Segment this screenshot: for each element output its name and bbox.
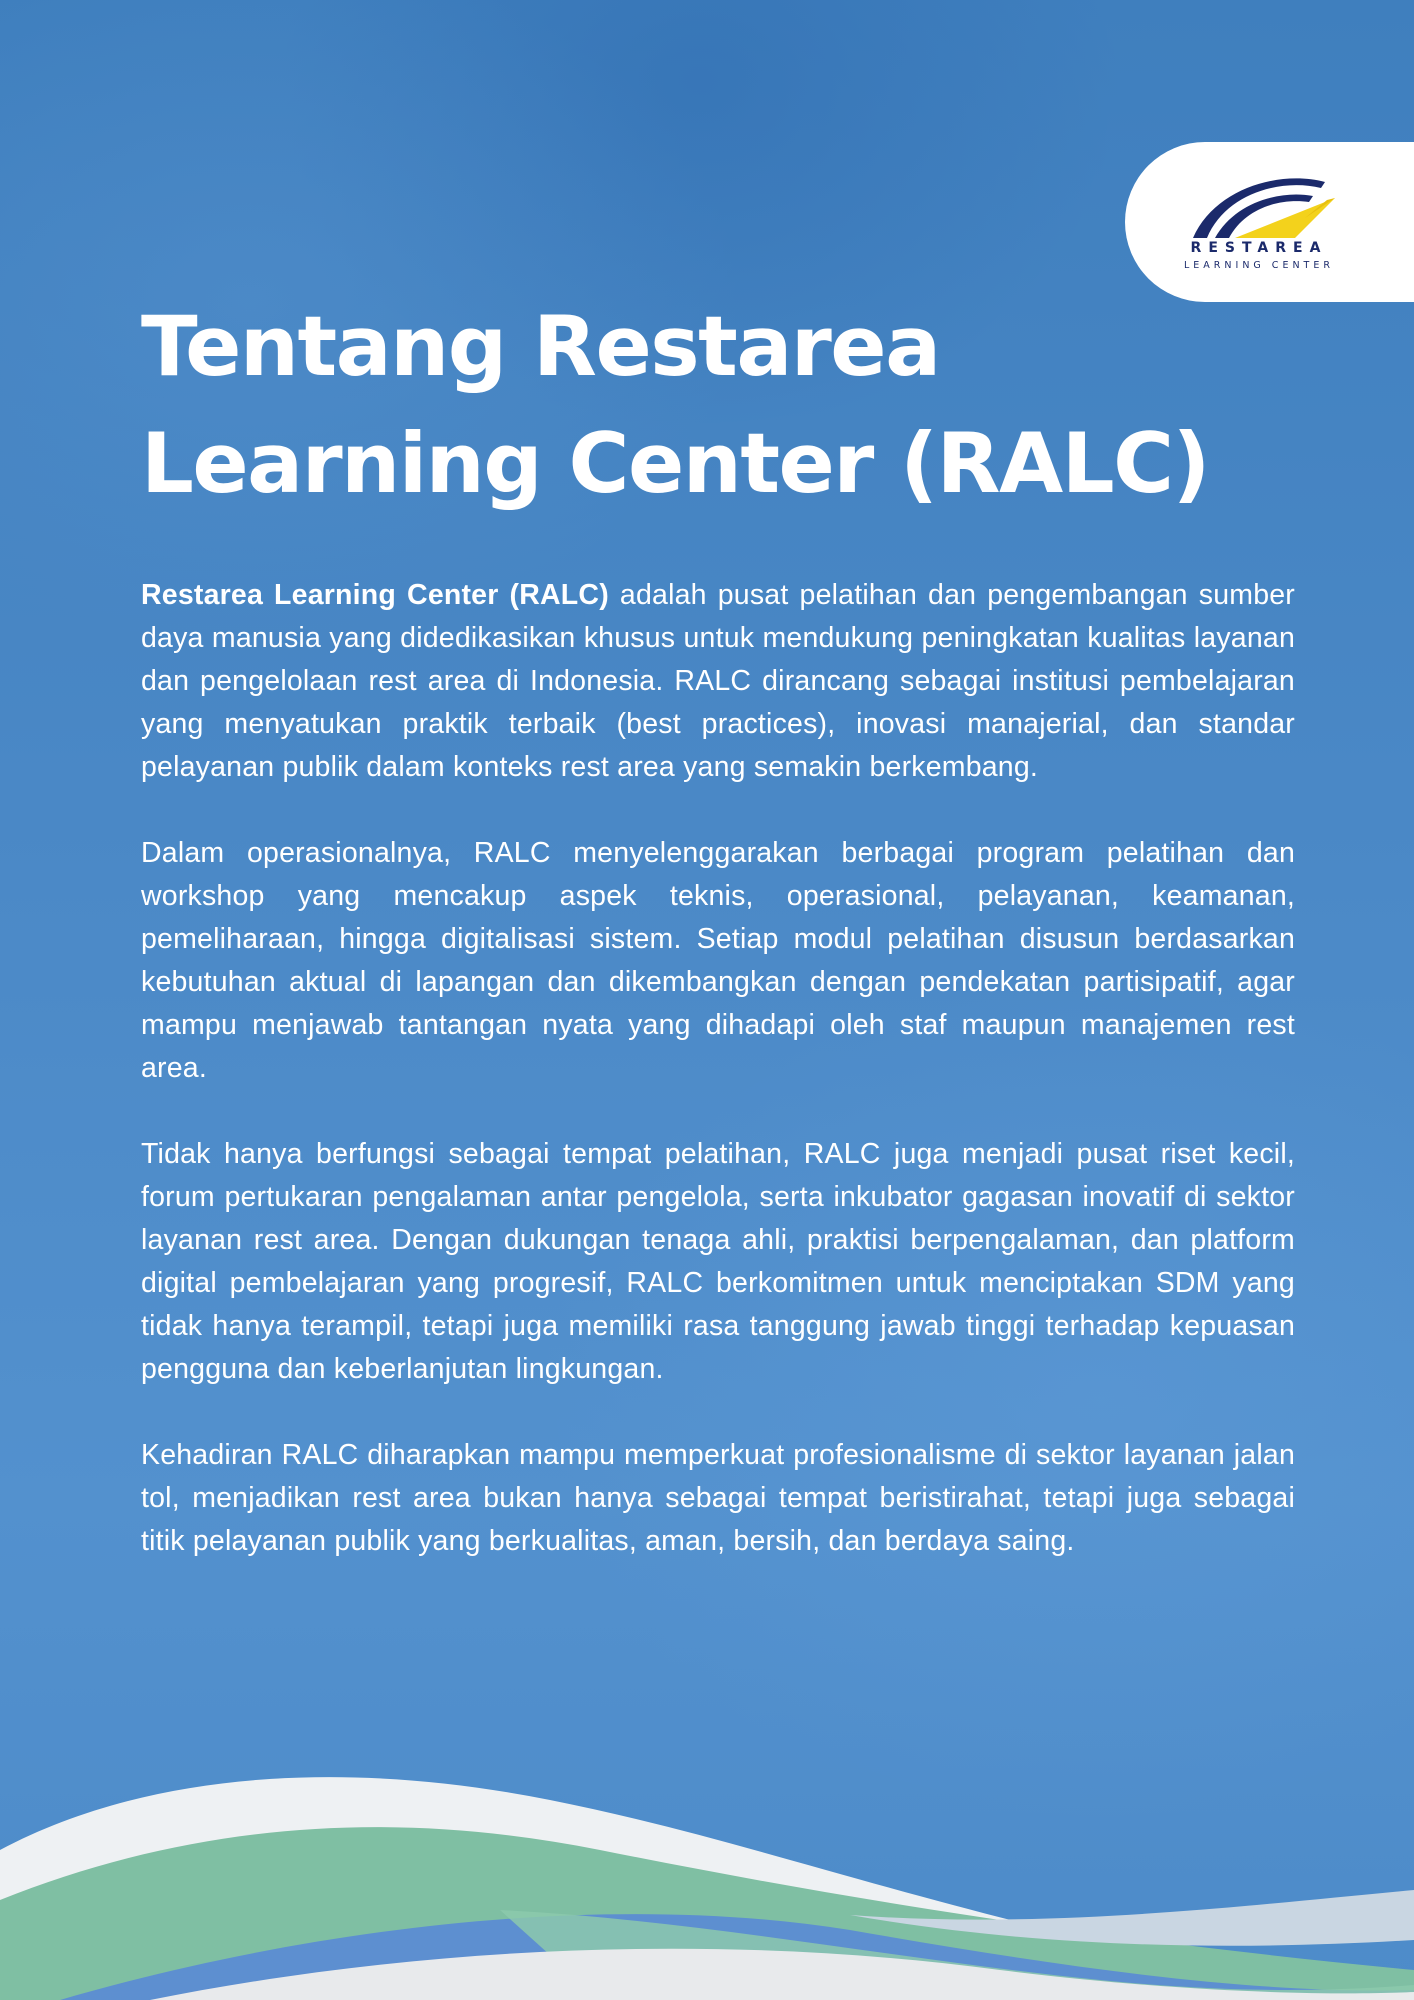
decorative-waves xyxy=(0,1700,1414,2000)
paragraph-3: Tidak hanya berfungsi sebagai tempat pelatihan, RALC juga menjadi pusat riset kecil, forum pertukaran pengalaman antar pengelola, serta inkubator gagasan inovatif di sektor layanan rest area. Dengan dukungan tenaga ahli, praktisi berpengalaman, dan platform digital pembelajaran yang progresif, RALC berkomitmen untuk menciptakan SDM yang tidak hanya terampil, tetapi juga memiliki rasa tanggung jawab tinggi terhadap kepuasan pengguna dan keberlanjutan lingkungan. xyxy=(141,1138,1295,1385)
page-title xyxy=(141,288,1291,522)
paragraph-4: Kehadiran RALC diharapkan mampu memperkuat profesionalisme di sektor layanan jalan tol, menjadikan rest area bukan hanya sebagai tempat beristirahat, tetapi juga sebagai titik pelayanan publik yang berkualitas, aman, bersih, dan berdaya saing. xyxy=(141,1439,1295,1557)
paragraph-1-bold: Restarea Learning Center (RALC) xyxy=(141,579,609,611)
paragraph-1-text: adalah pusat pelatihan dan pengembangan sumber daya manusia yang didedikasikan khusus untuk mendukung peningkatan kualitas layanan dan pengelolaan rest area di Indonesia. RALC dirancang sebagai institusi pembelajaran yang menyatukan praktik terbaik (best practices), inovasi manajerial, dan standar pelayanan publik dalam konteks rest area yang semakin berkembang. xyxy=(141,579,1295,783)
logo-badge xyxy=(1125,142,1414,302)
restarea-logo-icon xyxy=(1185,170,1335,242)
body-text xyxy=(141,574,1295,1606)
paragraph-2: Dalam operasionalnya, RALC menyelenggarakan berbagai program pelatihan dan workshop yang mencakup aspek teknis, operasional, pelayanan, keamanan, pemeliharaan, hingga digitalisasi sistem. Setiap modul pelatihan disusun berdasarkan kebutuhan aktual di lapangan dan dikembangkan dengan pendekatan partisipatif, agar mampu menjawab tantangan nyata yang dihadapi oleh staf maupun manajemen rest area. xyxy=(141,837,1295,1084)
title-line-2: Learning Center (RALC) xyxy=(141,415,1209,512)
logo-wordmark: RESTAREA xyxy=(1190,240,1328,256)
logo-subtitle: LEARNING CENTER xyxy=(1184,260,1334,271)
title-line-1: Tentang Restarea xyxy=(141,298,940,395)
paragraph-1 xyxy=(141,574,1295,789)
